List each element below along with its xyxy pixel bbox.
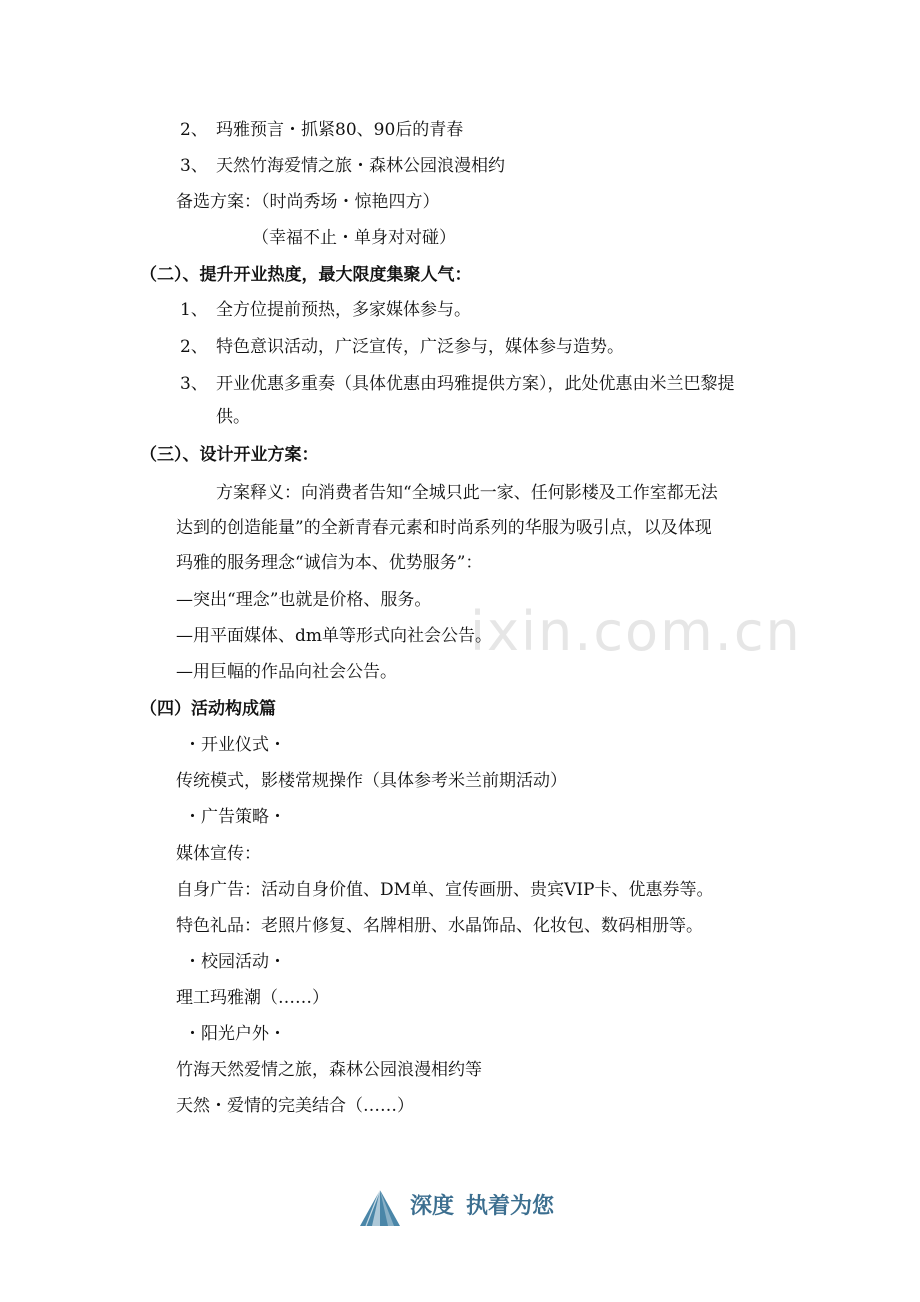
list-number: 2、: [180, 337, 208, 357]
list-item: [180, 298, 471, 322]
alt-plan-line: 备选方案：（时尚秀场・惊艳四方）: [176, 192, 440, 212]
subsection-text: 传统模式，影楼常规操作（具体参考米兰前期活动）: [176, 771, 567, 791]
alt-plan-line-2: （幸福不止・单身对对碰）: [252, 228, 456, 248]
list-item: [180, 154, 505, 178]
list-text-continued: 供。: [216, 407, 250, 427]
paragraph-line: 方案释义：向消费者告知“全城只此一家、任何影楼及工作室都无法: [216, 483, 718, 503]
list-item: [180, 118, 463, 142]
paragraph-line: 达到的创造能量”的全新青春元素和时尚系列的华服为吸引点，以及体现: [176, 518, 712, 538]
dash-item: —用平面媒体、dm单等形式向社会公告。: [176, 626, 493, 646]
list-number: 2、: [180, 120, 208, 140]
brand-slogan: 执着为您: [466, 1194, 555, 1219]
watermark-text: ixin.com.cn: [470, 600, 802, 663]
section-heading-2: （二）、提升开业热度，最大限度集聚人气：: [140, 265, 472, 285]
list-item: [180, 335, 624, 359]
subsection-text: 自身广告：活动自身价值、DM单、宣传画册、贵宾VIP卡、优惠券等。: [176, 880, 714, 900]
subsection-title: ・校园活动・: [184, 952, 286, 972]
subsection-title: ・广告策略・: [184, 807, 286, 827]
list-text: 天然竹海爱情之旅・森林公园浪漫相约: [216, 156, 505, 176]
subsection-text: 理工玛雅潮（……）: [176, 988, 329, 1008]
subsection-text: 特色礼品：老照片修复、名牌相册、水晶饰品、化妆包、数码相册等。: [176, 916, 703, 936]
paragraph-line: 玛雅的服务理念“诚信为本、优势服务”：: [176, 553, 483, 573]
subsection-title: ・开业仪式・: [184, 735, 286, 755]
subsection-text: 媒体宣传：: [176, 844, 261, 864]
section-heading-3: （三）、设计开业方案：: [140, 445, 319, 465]
section-heading-4: （四）活动构成篇: [140, 699, 276, 719]
subsection-text: 天然・爱情的完美结合（……）: [176, 1096, 414, 1116]
list-text: 全方位提前预热，多家媒体参与。: [216, 300, 471, 320]
deepen-logo-icon: [358, 1188, 402, 1228]
list-number: 1、: [180, 300, 208, 320]
dash-item: —突出“理念”也就是价格、服务。: [176, 590, 432, 610]
list-text: 玛雅预言・抓紧80、90后的青春: [216, 120, 464, 140]
subsection-title: ・阳光户外・: [184, 1024, 286, 1044]
brand-name: 深度: [410, 1194, 455, 1219]
list-number: 3、: [180, 156, 208, 176]
list-number: 3、: [180, 374, 208, 394]
subsection-text: 竹海天然爱情之旅，森林公园浪漫相约等: [176, 1060, 482, 1080]
list-text: 开业优惠多重奏（具体优惠由玛雅提供方案），此处优惠由米兰巴黎提: [216, 374, 735, 394]
list-text: 特色意识活动，广泛宣传，广泛参与，媒体参与造势。: [216, 337, 624, 357]
dash-item: —用巨幅的作品向社会公告。: [176, 662, 397, 682]
list-item: [180, 372, 735, 396]
footer-brand: [410, 1192, 554, 1222]
